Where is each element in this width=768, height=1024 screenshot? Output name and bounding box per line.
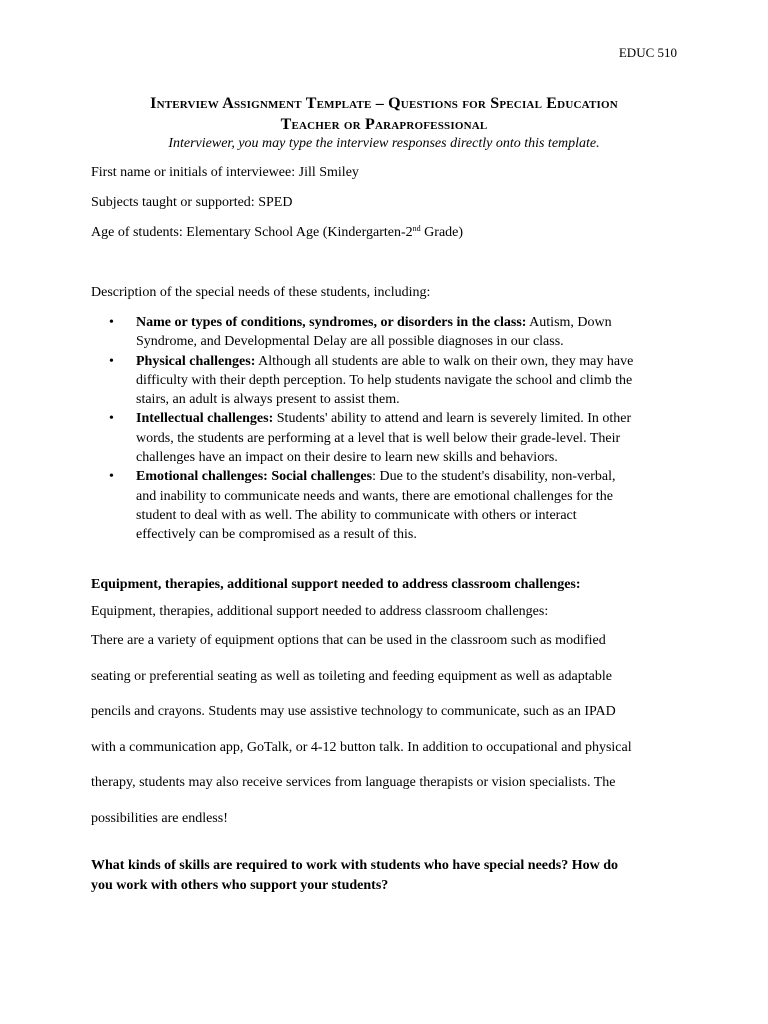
bullet-label: Intellectual challenges:: [136, 411, 274, 427]
title-line-1: Interview Assignment Template – Questions for Special Education: [150, 95, 618, 112]
bullet-icon: •: [109, 353, 114, 369]
bullet-icon: •: [109, 469, 114, 485]
list-item: • Emotional challenges: Social challenges: Due to the student's disability, non-verbal, and inability to communicate needs and wants, there are emotional challenges for the student to deal with as well. The ability to communicate with others or interact effectively can be compromised as a result of this.: [109, 469, 616, 543]
interviewee-label: First name or initials of interviewee:: [91, 165, 296, 180]
answer-line: seating or preferential seating as well as toileting and feeding equipment as well as adaptable: [91, 668, 612, 684]
list-item: • Intellectual challenges: Students' ability to attend and learn is severely limited. In other words, the students are performing at a level that is well below their grade-level. Their challenges have an impact on their desire to learn new skills and behaviors.: [109, 411, 632, 466]
equipment-repeat: Equipment, therapies, additional support needed to address classroom challenges:: [91, 604, 549, 619]
skills-question: [91, 856, 691, 895]
bullet-label: Emotional challenges: Social challenges: [136, 469, 373, 485]
answer-line: pencils and crayons. Students may use assistive technology to communicate, such as an IPAD: [91, 704, 616, 720]
bullet-label: Physical challenges:: [136, 353, 256, 369]
instructions-subtitle: Interviewer, you may type the interview responses directly onto this template.: [168, 136, 600, 151]
answer-line: with a communication app, GoTalk, or 4-12 button talk. In addition to occupational and physical: [91, 739, 632, 755]
bullet-icon: •: [109, 315, 114, 330]
description-intro: Description of the special needs of these students, including:: [91, 285, 431, 300]
question-line: you work with others who support your students?: [91, 877, 389, 893]
interviewee-value: Jill Smiley: [298, 165, 359, 180]
document-title: [60, 93, 708, 135]
question-line: What kinds of skills are required to work with students who have special needs? How do: [91, 858, 619, 873]
list-item: • Physical challenges: Although all students are able to walk on their own, they may have difficulty with their depth perception. To help students navigate the school and climb the stairs, an adult is always present to assist them.: [109, 353, 634, 408]
answer-line: possibilities are endless!: [91, 810, 228, 826]
subjects-label: Subjects taught or supported:: [91, 195, 255, 210]
course-code: EDUC 510: [618, 45, 677, 60]
age-label: Age of students:: [91, 225, 183, 240]
equipment-answer: [91, 623, 691, 837]
special-needs-list: [91, 313, 681, 545]
title-line-2: Teacher or Paraprofessional: [280, 116, 488, 133]
subjects-field: [91, 194, 292, 212]
subjects-value: SPED: [258, 195, 293, 210]
interviewee-field: [91, 164, 359, 182]
equipment-heading: Equipment, therapies, additional support needed to address classroom challenges:: [91, 577, 581, 592]
age-value: Elementary School Age (Kindergarten-2nd Grade): [186, 224, 464, 240]
answer-line: therapy, students may also receive services from language therapists or vision specialists. The: [91, 775, 616, 791]
bullet-icon: •: [109, 411, 114, 427]
list-item: • Name or types of conditions, syndromes, or disorders in the class: Autism, Down Syndrome, and Developmental Delay are all possible diagnoses in our class.: [109, 315, 612, 350]
answer-line: There are a variety of equipment options that can be used in the classroom such as modified: [91, 633, 606, 648]
bullet-label: Name or types of conditions, syndromes, or disorders in the class:: [136, 315, 527, 330]
student-age-field: [91, 224, 463, 242]
